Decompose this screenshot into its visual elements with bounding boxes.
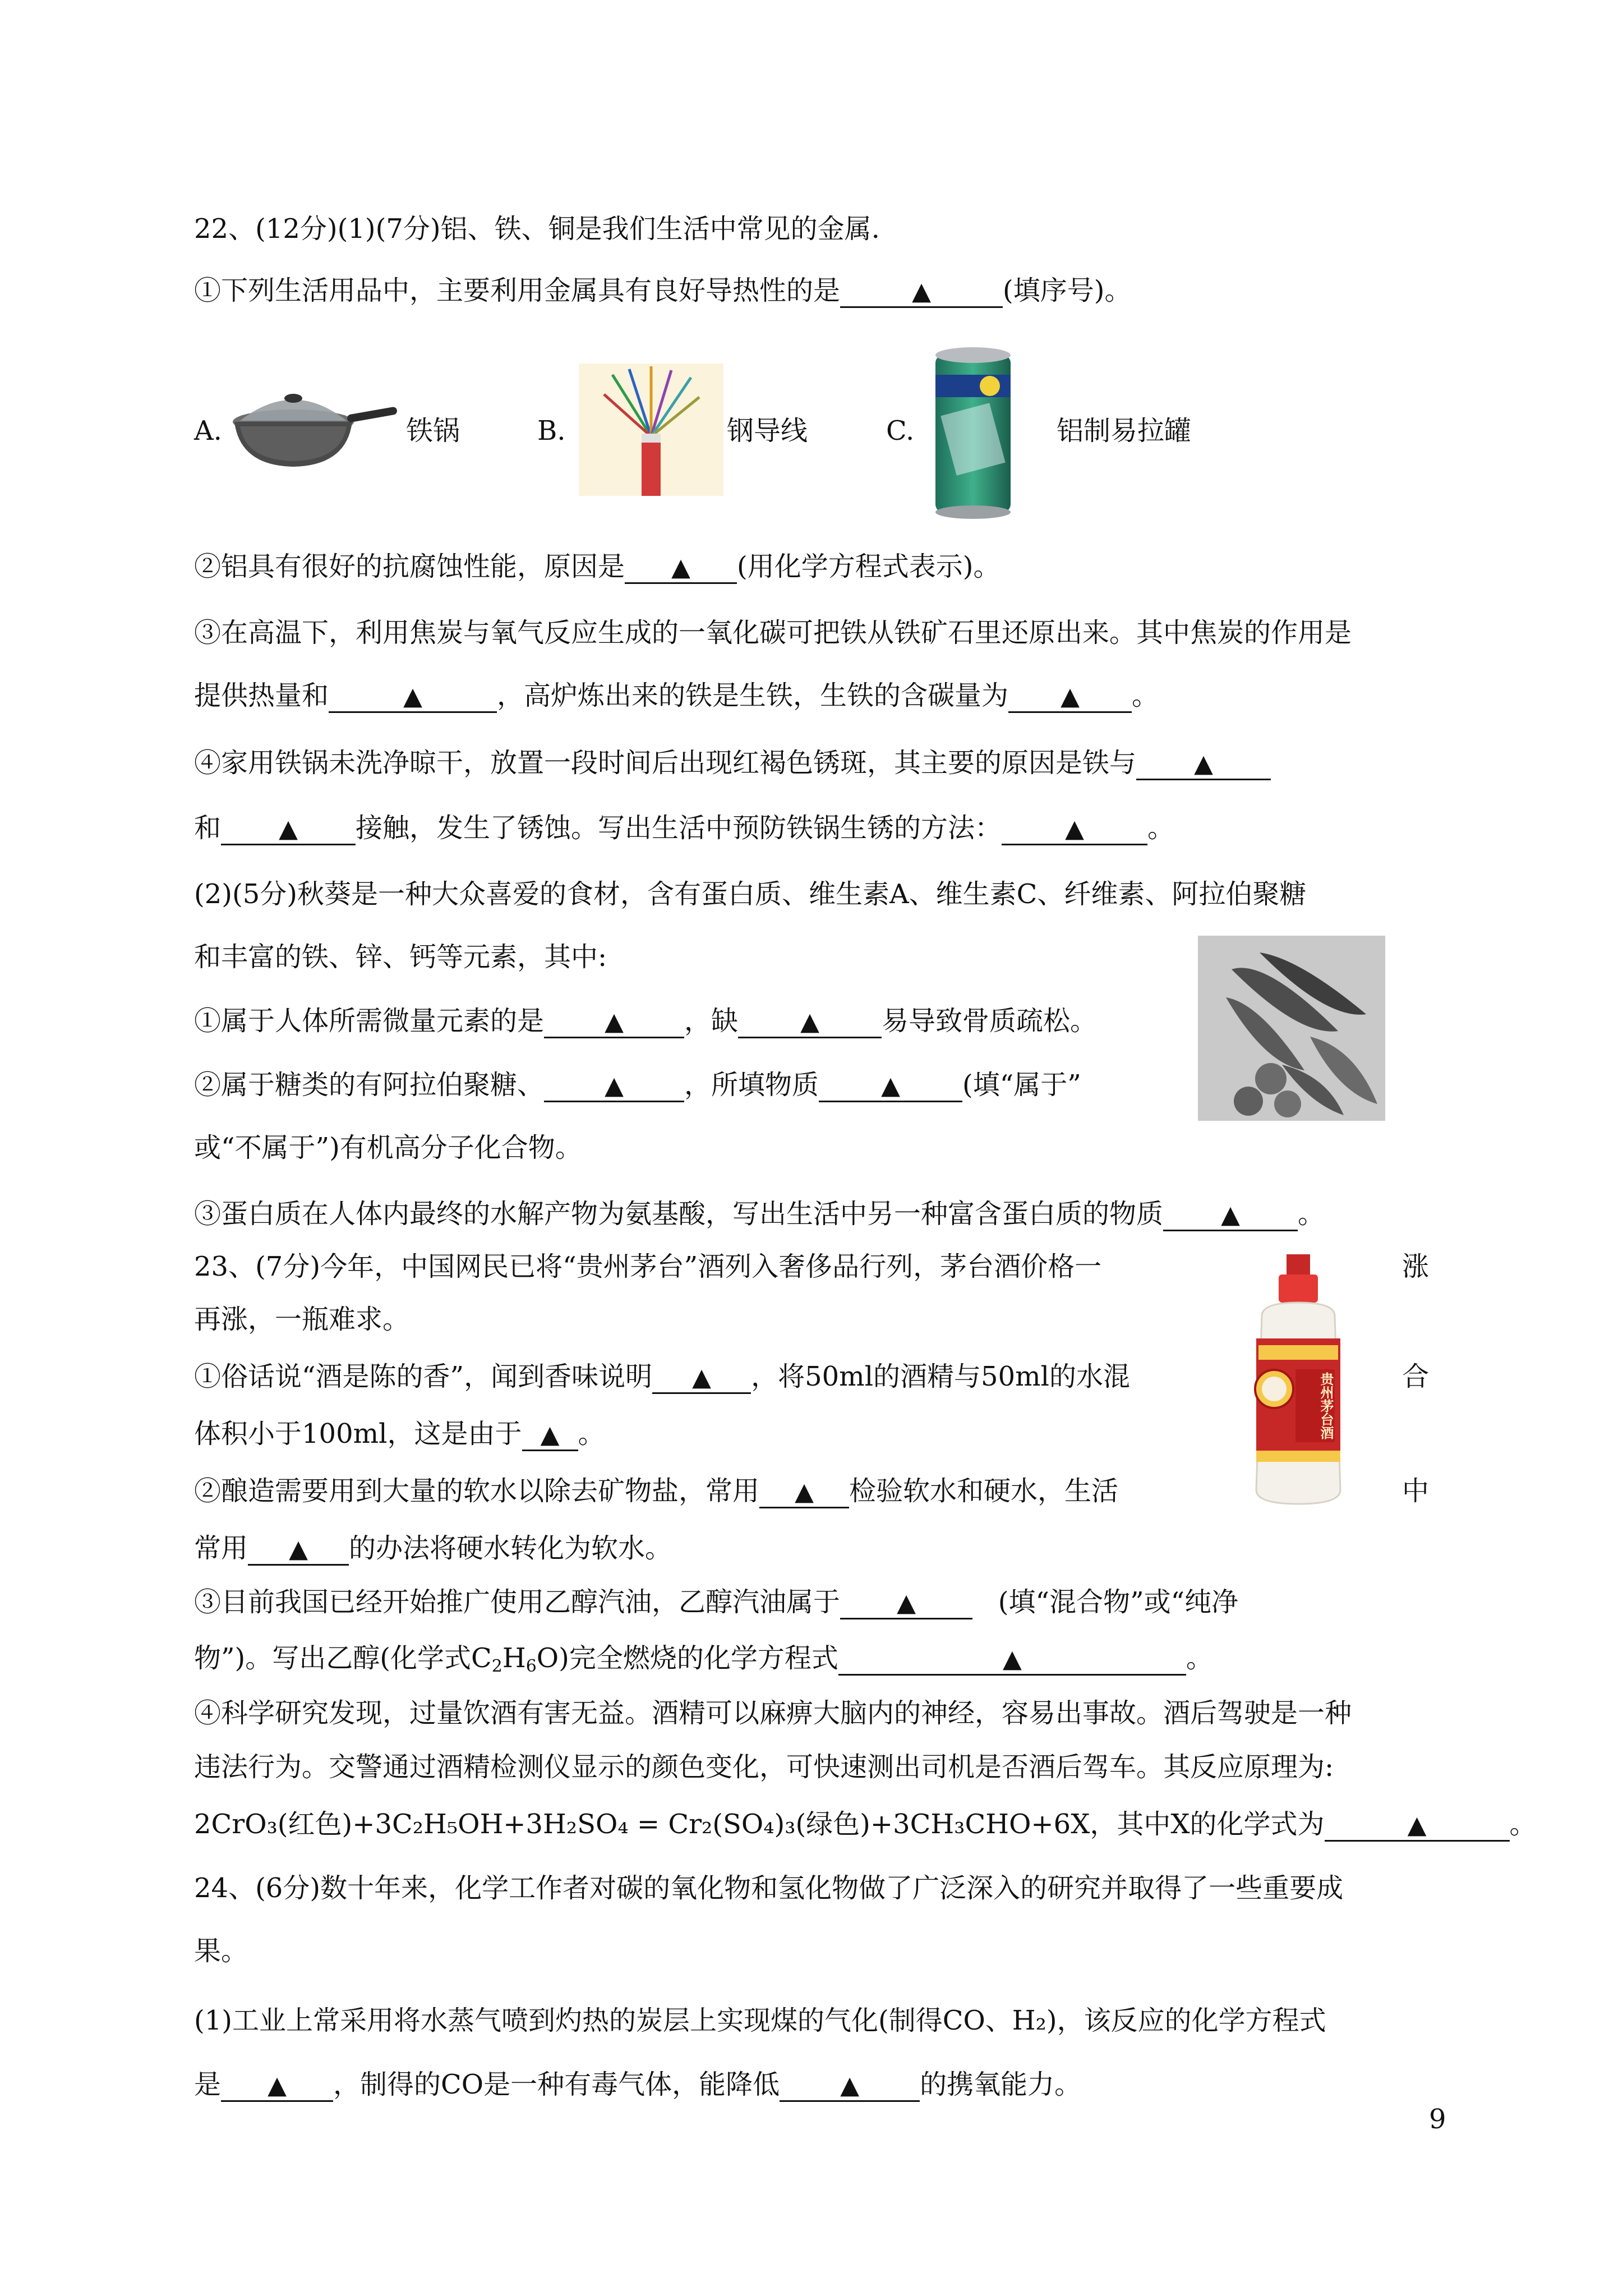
q23-s2-end: 中 — [1402, 1475, 1430, 1507]
q22-s1: ①下列生活用品中，主要利用金属具有良好导热性的是 ▲ (填序号)。 — [194, 274, 1131, 308]
soda-can-icon — [931, 341, 1015, 521]
q22-p2-s1: ①属于人体所需微量元素的是 ▲ ，缺 ▲ 易导致骨质疏松。 — [194, 1004, 1097, 1038]
option-a-label: 铁锅 — [406, 415, 460, 447]
answer-blank[interactable]: ▲ — [838, 1644, 1186, 1676]
q23-s4-line3: 2CrO₃(红色)+3C₂H₅OH+3H₂SO₄ = Cr₂(SO₄)₃(绿色)+3CH₃CHO+6X，其中X的化学式为 ▲ 。 — [194, 1807, 1537, 1842]
answer-blank[interactable]: ▲ — [329, 681, 497, 713]
q23-line2: 再涨，一瓶难求。 — [194, 1304, 410, 1335]
wok-icon — [229, 381, 397, 477]
q23-line1-end: 涨 — [1402, 1251, 1430, 1282]
q22-s2: ②铝具有很好的抗腐蚀性能，原因是 ▲ (用化学方程式表示)。 — [194, 550, 1000, 584]
answer-blank[interactable]: ▲ — [652, 1362, 751, 1394]
q22-p2-line1: (2)(5分)秋葵是一种大众喜爱的食材，含有蛋白质、维生素A、维生素C、纤维素、阿拉伯聚糖 — [194, 878, 1307, 910]
q22-s3-line1: ③在高温下，利用焦炭与氧气反应生成的一氧化碳可把铁从铁矿石里还原出来。其中焦炭的作用是 — [194, 617, 1352, 648]
okra-image — [1198, 936, 1385, 1121]
q22-s4-line1: ④家用铁锅未洗净晾干，放置一段时间后出现红褐色锈斑，其主要的原因是铁与 ▲ — [194, 746, 1271, 780]
answer-blank[interactable]: ▲ — [544, 1006, 684, 1038]
q24-line1: 24、(6分)数十年来，化学工作者对碳的氧化物和氢化物做了广泛深入的研究并取得了一些重要成 — [194, 1872, 1344, 1904]
q22-p2-s2-line2: 或“不属于”)有机高分子化合物。 — [194, 1132, 582, 1163]
page-number: 9 — [1429, 2104, 1446, 2135]
q24-line2: 果。 — [194, 1935, 248, 1967]
q22-s3-line2: 提供热量和 ▲ ，高炉炼出来的铁是生铁，生铁的含碳量为 ▲ 。 — [194, 679, 1159, 713]
q23-s2: ②酿造需要用到大量的软水以除去矿物盐，常用 ▲ 检验软水和硬水，生活 — [194, 1474, 1118, 1508]
answer-blank[interactable]: ▲ — [738, 1006, 882, 1038]
option-b-label: 钢导线 — [727, 415, 808, 447]
answer-blank[interactable]: ▲ — [544, 1070, 684, 1102]
moutai-bottle-image — [1239, 1254, 1357, 1507]
answer-blank[interactable]: ▲ — [248, 1534, 349, 1566]
q23-s3: ③目前我国已经开始推广使用乙醇汽油，乙醇汽油属于 ▲ (填“混合物”或“纯净 — [194, 1585, 1238, 1619]
q23-s2-line2: 常用 ▲ 的办法将硬水转化为软水。 — [194, 1531, 672, 1566]
q23-s3-line2: 物”)。写出乙醇(化学式$C_2H_6O$)完全燃烧的化学方程式 ▲ 。 — [194, 1642, 1213, 1676]
answer-blank[interactable]: ▲ — [780, 2070, 920, 2102]
q22-p2-s2: ②属于糖类的有阿拉伯聚糖、 ▲ ，所填物质 ▲ (填“属于” — [194, 1068, 1081, 1102]
answer-blank[interactable]: ▲ — [625, 552, 737, 584]
q23-s1-line2: 体积小于100ml，这是由于 ▲ 。 — [194, 1417, 605, 1451]
q23-s1-end: 合 — [1402, 1361, 1430, 1392]
answer-blank[interactable]: ▲ — [1325, 1810, 1510, 1842]
q23-s1: ①俗话说“酒是陈的香”，闻到香味说明 ▲ ，将50ml的酒精与50ml的水混 — [194, 1360, 1130, 1394]
answer-blank[interactable]: ▲ — [1136, 748, 1271, 780]
answer-blank[interactable]: ▲ — [221, 2070, 333, 2102]
option-b-letter: B. — [537, 415, 566, 447]
q22-s4-line2: 和 ▲ 接触，发生了锈蚀。写出生活中预防铁锅生锈的方法： ▲ 。 — [194, 811, 1174, 845]
q22-p2-line2: 和丰富的铁、锌、钙等元素，其中: — [194, 941, 607, 973]
answer-blank[interactable]: ▲ — [1008, 681, 1132, 713]
q24-p1-line2: 是 ▲ ，制得的CO是一种有毒气体，能降低 ▲ 的携氧能力。 — [194, 2068, 1081, 2102]
answer-blank[interactable]: ▲ — [840, 1588, 972, 1619]
answer-blank[interactable]: ▲ — [1002, 813, 1147, 845]
answer-blank[interactable]: ▲ — [819, 1070, 962, 1102]
q22-title: 22、(12分)(1)(7分)铝、铁、铜是我们生活中常见的金属. — [194, 213, 880, 245]
q22-p2-s3: ③蛋白质在人体内最终的水解产物为氨基酸，写出生活中另一种富含蛋白质的物质 ▲ 。 — [194, 1197, 1325, 1231]
q23-line1: 23、(7分)今年，中国网民已将“贵州茅台”酒列入奢侈品行列，茅台酒价格一 — [194, 1251, 1102, 1282]
option-c-letter: C. — [886, 415, 915, 447]
q23-s4-line1: ④科学研究发现，过量饮酒有害无益。酒精可以麻痹大脑内的神经，容易出事故。酒后驾驶是一种 — [194, 1697, 1352, 1729]
option-c-label: 铝制易拉罐 — [1057, 415, 1192, 447]
wire-icon — [579, 364, 723, 496]
option-a-letter: A. — [194, 415, 222, 447]
bottle-brand-text: 贵州茅台酒 — [1318, 1372, 1334, 1439]
answer-blank[interactable]: ▲ — [759, 1476, 849, 1508]
answer-blank[interactable]: ▲ — [522, 1419, 578, 1451]
answer-blank[interactable]: ▲ — [1163, 1199, 1298, 1231]
answer-blank[interactable]: ▲ — [840, 276, 1003, 308]
q23-s4-line2: 违法行为。交警通过酒精检测仪显示的颜色变化，可快速测出司机是否酒后驾车。其反应原理为: — [194, 1751, 1334, 1783]
answer-blank[interactable]: ▲ — [221, 813, 356, 845]
q24-p1-line1: (1)工业上常采用将水蒸气喷到灼热的炭层上实现煤的气化(制得CO、H₂)，该反应的化学方程式 — [194, 2005, 1326, 2036]
